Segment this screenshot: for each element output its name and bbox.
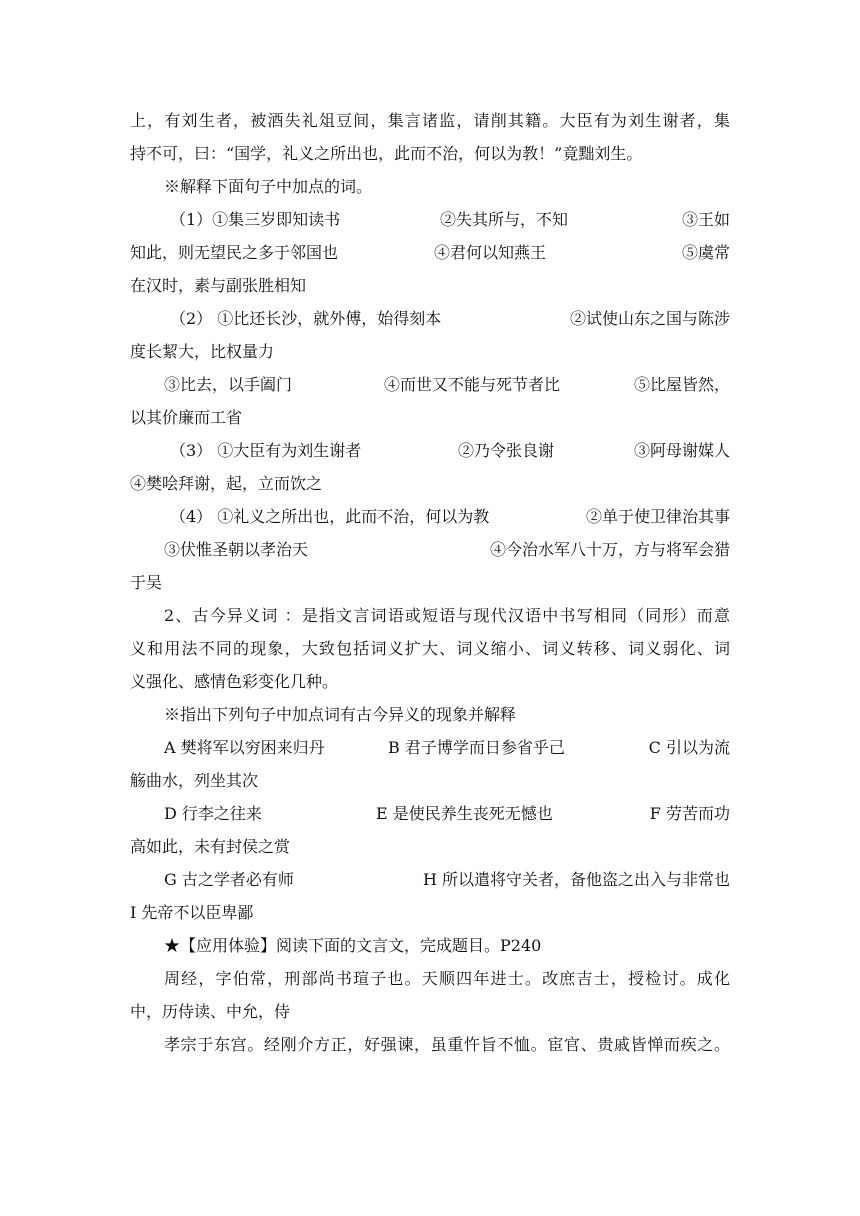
text-line: I 先帝不以臣卑鄙: [130, 903, 254, 922]
option-item: C 引以为流: [648, 738, 730, 757]
text-line: 义和用法不同的现象，大致包括词义扩大、词义缩小、词义转移、词义弱化、词: [130, 639, 730, 658]
question-item: （1）①集三岁即知读书: [170, 210, 341, 229]
option-item: A 樊将军以穷困来归丹: [164, 738, 325, 757]
text-line: 在汉时，素与副张胜相知: [130, 276, 307, 295]
option-item: B 君子博学而日参省乎己: [388, 738, 565, 757]
text-line: 以其价廉而工省: [130, 408, 243, 427]
text-line: 周经，字伯常，刑部尚书瑄子也。天顺四年进士。改庶吉士，授检讨。成化: [164, 969, 730, 988]
question-2-line: [130, 368, 730, 401]
question-item: 知此，则无望民之多于邻国也: [130, 243, 339, 262]
question-4-line: [130, 500, 730, 533]
question-1-line: [130, 203, 730, 236]
question-item: ②单于使卫律治其事: [585, 507, 730, 526]
text-line: 孝宗于东宫。经刚介方正，好强谏，虽重忤旨不恤。宦官、贵戚皆惮而疾之。: [164, 1035, 730, 1054]
question-item: （4） ①礼义之所出也，此而不治，何以为教: [170, 507, 490, 526]
question-item: ④今治水军八十万，方与将军会猎: [489, 540, 730, 559]
text-line: ④樊哙拜谢，起，立而饮之: [130, 474, 323, 493]
question-item: （2） ①比还长沙，就外傅，始得刻本: [170, 309, 442, 328]
question-3-line: [130, 434, 730, 467]
text-line: 中，历侍读、中允，侍: [130, 1002, 291, 1021]
text-line: 度长絜大，比权量力: [130, 342, 275, 361]
text-line: 觞曲水，列坐其次: [130, 771, 259, 790]
option-item: G 古之学者必有师: [164, 870, 294, 889]
question-item: ③王如: [681, 210, 730, 229]
option-item: H 所以遣将守关者，备他盗之出入与非常也: [422, 870, 730, 889]
question-item: ③伏惟圣朝以孝治天: [164, 540, 309, 559]
option-line: [130, 797, 730, 830]
question-item: ②试使山东之国与陈涉: [569, 309, 730, 328]
question-item: ⑤虞常: [681, 243, 730, 262]
question-4-line: [130, 533, 730, 566]
option-item: E 是使民养生丧死无憾也: [376, 804, 553, 823]
exercise-heading: ※指出下列句子中加点词有古今异义的现象并解释: [164, 705, 517, 724]
document-body: [130, 104, 730, 1061]
question-1-line: [130, 236, 730, 269]
text-line: 义强化、感情色彩变化几种。: [130, 672, 339, 691]
question-item: ④君何以知燕王: [434, 243, 547, 262]
question-item: ②乃令张良谢: [458, 441, 555, 460]
text-line: 持不可，曰：“国学，礼义之所出也，此而不治，何以为教！”竟黜刘生。: [130, 144, 643, 163]
question-item: ②失其所与，不知: [440, 210, 569, 229]
exercise-heading: ※解释下面句子中加点的词。: [164, 177, 373, 196]
question-item: ④而世又不能与死节者比: [384, 375, 561, 394]
question-item: ⑤比屋皆然，: [633, 375, 730, 394]
option-item: D 行李之往来: [164, 804, 262, 823]
text-line: 高如此，未有封侯之赏: [130, 837, 291, 856]
option-line: [130, 731, 730, 764]
section-heading: ★【应用体验】阅读下面的文言文，完成题目。P240: [164, 936, 542, 955]
option-item: F 劳苦而功: [649, 804, 730, 823]
text-line: 2、古今异义词 ：是指文言词语或短语与现代汉语中书写相同（同形）而意: [164, 606, 730, 625]
text-line: 于吴: [130, 573, 163, 592]
question-2-line: [130, 302, 730, 335]
question-item: （3） ①大臣有为刘生谢者: [170, 441, 362, 460]
question-item: ③阿母谢媒人: [633, 441, 730, 460]
text-line: 上，有刘生者，被酒失礼俎豆间，集言诸监，请削其籍。大臣有为刘生谢者，集: [130, 111, 730, 130]
question-item: ③比去，以手阖门: [164, 375, 293, 394]
option-line: [130, 863, 730, 896]
